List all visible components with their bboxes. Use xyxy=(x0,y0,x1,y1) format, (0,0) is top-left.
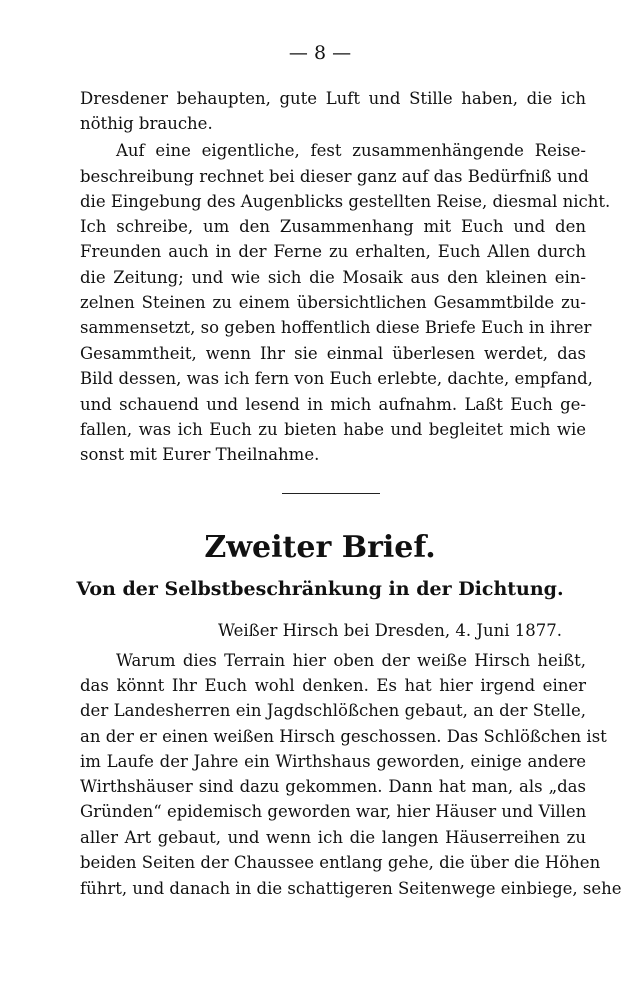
chapter-subtitle: Von der Selbstbeschränkung in der Dichtung. xyxy=(76,578,564,600)
text-line: Freunden auch in der Ferne zu erhalten, Euch Allen durch xyxy=(80,242,586,261)
chapter-title: Zweiter Brief. xyxy=(204,530,436,565)
dateline: Weißer Hirsch bei Dresden, 4. Juni 1877. xyxy=(218,621,562,640)
text-line: die Eingebung des Augenblicks gestellten Reise, diesmal nicht. xyxy=(80,192,611,211)
text-line: das könnt Ihr Euch wohl denken. Es hat hier irgend einer xyxy=(80,676,586,695)
text-line: beiden Seiten der Chaussee entlang gehe, die über die Höhen xyxy=(80,853,601,872)
text-line: fallen, was ich Euch zu bieten habe und begleitet mich wie xyxy=(80,420,586,439)
text-line: Gründen“ epidemisch geworden war, hier Häuser und Villen xyxy=(80,802,587,821)
text-line: zelnen Steinen zu einem übersichtlichen Gesammtbilde zu- xyxy=(80,293,586,312)
text-line: Dresdener behaupten, gute Luft und Stille haben, die ich xyxy=(80,89,586,108)
text-line: Warum dies Terrain hier oben der weiße Hirsch heißt, xyxy=(116,651,586,670)
text-line: im Laufe der Jahre ein Wirthshaus geworden, einige andere xyxy=(80,752,586,771)
text-line: und schauend und lesend in mich aufnahm. Laßt Euch ge- xyxy=(80,395,586,414)
page-number: — 8 — xyxy=(288,42,352,64)
text-line: beschreibung rechnet bei dieser ganz auf das Bedürfniß und xyxy=(80,167,589,186)
text-line: Wirthshäuser sind dazu gekommen. Dann hat man, als „das xyxy=(80,777,586,796)
text-line: aller Art gebaut, und wenn ich die langen Häuserreihen zu xyxy=(80,828,586,847)
text-line: sonst mit Eurer Theilnahme. xyxy=(80,445,320,464)
text-line: Auf eine eigentliche, fest zusammenhängende Reise- xyxy=(116,141,586,160)
text-line: Ich schreibe, um den Zusammenhang mit Euch und den xyxy=(80,217,586,236)
text-line: der Landesherren ein Jagdschlößchen gebaut, an der Stelle, xyxy=(80,701,586,720)
section-divider xyxy=(282,493,380,494)
text-line: sammensetzt, so geben hoffentlich diese Briefe Euch in ihrer xyxy=(80,318,592,337)
text-line: an der er einen weißen Hirsch geschossen. Das Schlößchen ist xyxy=(80,727,607,746)
text-line: führt, und danach in die schattigeren Seitenwege einbiege, sehe xyxy=(80,879,622,898)
text-line: die Zeitung; und wie sich die Mosaik aus den kleinen ein- xyxy=(80,268,586,287)
text-line: Bild dessen, was ich fern von Euch erlebte, dachte, empfand, xyxy=(80,369,593,388)
text-line: Gesammtheit, wenn Ihr sie einmal überlesen werdet, das xyxy=(80,344,586,363)
text-line: nöthig brauche. xyxy=(80,114,213,133)
